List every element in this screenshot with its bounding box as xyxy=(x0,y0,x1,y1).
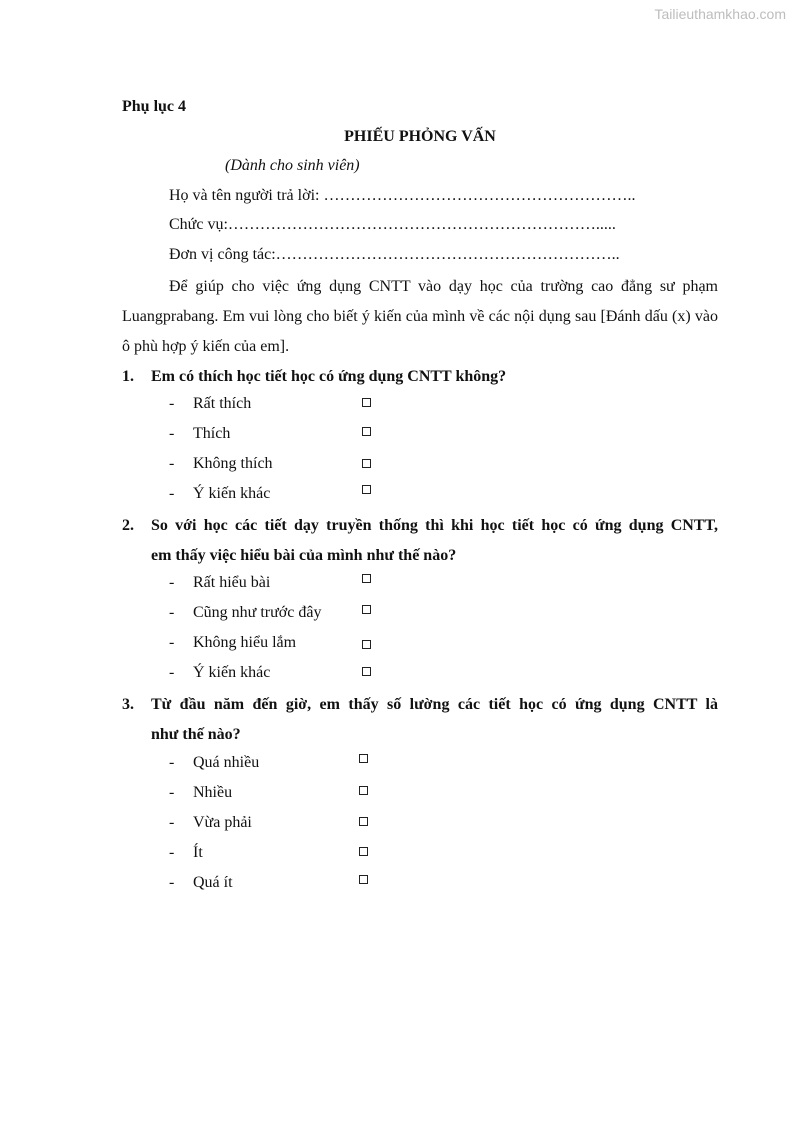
question-number: 1. xyxy=(122,368,134,385)
checkbox-q3-5[interactable] xyxy=(359,875,368,884)
option-label: Quá ít xyxy=(193,874,233,891)
checkbox-q3-2[interactable] xyxy=(359,786,368,795)
form-title: PHIẾU PHỎNG VẤN xyxy=(344,128,496,145)
option-label: Cũng như trước đây xyxy=(193,604,322,621)
work-unit-field: Đơn vị công tác:……………………………………………………….. xyxy=(169,246,620,263)
option-label: Không hiểu lắm xyxy=(193,634,297,651)
intro-paragraph: Để giúp cho việc ứng dụng CNTT vào dạy học của trường cao đẳng sư phạm Luangprabang. Em vui lòng cho biết ý kiến của mình về các nội dụng sau [Đánh dấu (x) vào ô phù hợp ý kiến của em]. xyxy=(122,278,718,355)
question-2 xyxy=(122,511,718,571)
option-label: Ý kiến khác xyxy=(193,664,271,681)
option-label: Không thích xyxy=(193,455,273,472)
option-dash: - xyxy=(169,395,175,412)
option-label: Rất hiểu bài xyxy=(193,574,271,591)
appendix-label: Phụ lục 4 xyxy=(122,98,187,115)
option-dash: - xyxy=(169,784,175,801)
question-3 xyxy=(122,690,718,750)
option-dash: - xyxy=(169,754,175,771)
option-label: Ý kiến khác xyxy=(193,485,271,502)
question-1 xyxy=(122,362,718,392)
watermark: Tailieuthamkhao.com xyxy=(654,6,786,22)
checkbox-q3-1[interactable] xyxy=(359,754,368,763)
option-dash: - xyxy=(169,455,175,472)
question-text-line1: Từ đầu năm đến giờ, em thấy số lường các tiết học có ứng dụng CNTT là xyxy=(151,696,718,713)
option-label: Ít xyxy=(193,844,203,861)
checkbox-q1-2[interactable] xyxy=(362,427,371,436)
checkbox-q3-3[interactable] xyxy=(359,817,368,826)
respondent-name-field: Họ và tên người trả lời: ………………………………………………….. xyxy=(169,187,636,204)
checkbox-q1-4[interactable] xyxy=(362,485,371,494)
question-text-line2: em thấy việc hiểu bài của mình như thế nào? xyxy=(151,547,457,564)
option-dash: - xyxy=(169,574,175,591)
option-label: Rất thích xyxy=(193,395,252,412)
option-dash: - xyxy=(169,604,175,621)
option-dash: - xyxy=(169,814,175,831)
checkbox-q2-2[interactable] xyxy=(362,605,371,614)
option-dash: - xyxy=(169,634,175,651)
option-dash: - xyxy=(169,844,175,861)
option-label: Quá nhiều xyxy=(193,754,260,771)
option-label: Thích xyxy=(193,425,231,442)
option-dash: - xyxy=(169,664,175,681)
checkbox-q1-1[interactable] xyxy=(362,398,371,407)
question-text-line2: như thế nào? xyxy=(151,726,241,743)
checkbox-q3-4[interactable] xyxy=(359,847,368,856)
question-text-line1: So với học các tiết dạy truyền thống thì khi học tiết học có ứng dụng CNTT, xyxy=(151,517,718,534)
option-dash: - xyxy=(169,485,175,502)
option-label: Vừa phải xyxy=(193,814,252,831)
question-number: 3. xyxy=(122,696,134,713)
question-number: 2. xyxy=(122,517,134,534)
checkbox-q1-3[interactable] xyxy=(362,459,371,468)
form-subtitle: (Dành cho sinh viên) xyxy=(225,157,360,174)
question-text: Em có thích học tiết học có ứng dụng CNTT không? xyxy=(151,368,507,385)
checkbox-q2-1[interactable] xyxy=(362,574,371,583)
checkbox-q2-4[interactable] xyxy=(362,667,371,676)
option-label: Nhiều xyxy=(193,784,233,801)
option-dash: - xyxy=(169,425,175,442)
option-dash: - xyxy=(169,874,175,891)
checkbox-q2-3[interactable] xyxy=(362,640,371,649)
position-field: Chức vụ:……………………………………………………………..... xyxy=(169,216,616,233)
